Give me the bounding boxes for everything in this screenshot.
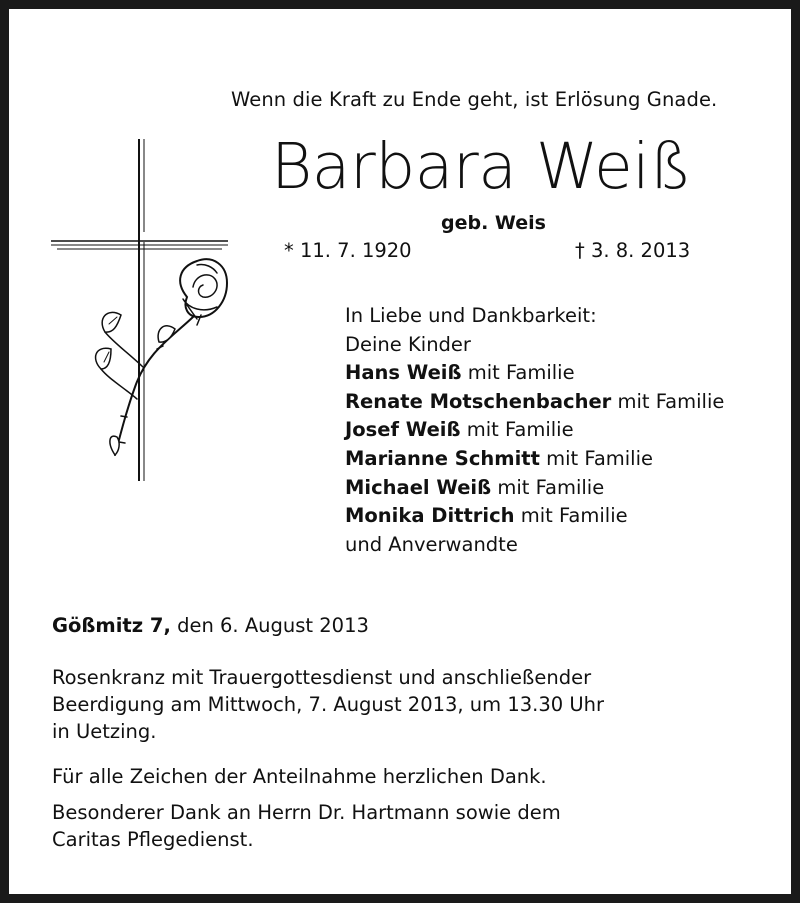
mourner-suffix: mit Familie bbox=[546, 446, 654, 470]
rose-icon bbox=[96, 259, 227, 455]
special-thanks bbox=[52, 799, 561, 853]
mourners-group: Deine Kinder bbox=[345, 332, 471, 356]
maiden-name: geb. Weis bbox=[441, 212, 546, 234]
mourner-name: Michael Weiß bbox=[345, 475, 492, 499]
date: den 6. August 2013 bbox=[177, 614, 369, 637]
thanks-text: Für alle Zeichen der Anteilnahme herzlichen Dank. bbox=[52, 765, 547, 788]
mourner-suffix: mit Familie bbox=[520, 504, 628, 528]
mourner-suffix: mit Familie bbox=[617, 389, 725, 413]
mourners-closing: und Anverwandte bbox=[345, 532, 518, 556]
mourner-row bbox=[345, 416, 724, 445]
service-line: Rosenkranz mit Trauergottesdienst und anschließender bbox=[52, 666, 592, 689]
mourner-row bbox=[345, 445, 724, 474]
place: Gößmitz 7, bbox=[52, 614, 171, 637]
mourner-suffix: mit Familie bbox=[467, 361, 575, 385]
mourner-name: Renate Motschenbacher bbox=[345, 389, 612, 413]
service-line: in Uetzing. bbox=[52, 720, 157, 743]
service-info bbox=[52, 664, 604, 745]
cross-icon bbox=[47, 137, 232, 487]
mourner-name: Hans Weiß bbox=[345, 361, 462, 385]
birth-date: * 11. 7. 1920 bbox=[284, 239, 412, 262]
mourner-row bbox=[345, 388, 724, 417]
motto-text: Wenn die Kraft zu Ende geht, ist Erlösung Gnade. bbox=[231, 88, 718, 111]
death-date: † 3. 8. 2013 bbox=[575, 239, 691, 262]
mourner-name: Monika Dittrich bbox=[345, 504, 515, 528]
place-date bbox=[52, 612, 369, 639]
service-line: Beerdigung am Mittwoch, 7. August 2013, um 13.30 Uhr bbox=[52, 693, 605, 716]
deceased-name: Barbara Weiß bbox=[271, 130, 692, 203]
mourner-name: Josef Weiß bbox=[345, 418, 461, 442]
special-thanks-line: Besonderer Dank an Herrn Dr. Hartmann sowie dem bbox=[52, 801, 561, 824]
mourners-intro: In Liebe und Dankbarkeit: bbox=[345, 304, 597, 327]
special-thanks-line: Caritas Pflegedienst. bbox=[52, 828, 254, 851]
mourner-suffix: mit Familie bbox=[497, 475, 605, 499]
mourner-row bbox=[345, 474, 724, 503]
mourner-row bbox=[345, 502, 724, 531]
mourner-name: Marianne Schmitt bbox=[345, 446, 540, 470]
mourner-suffix: mit Familie bbox=[466, 418, 574, 442]
mourners-list bbox=[345, 302, 724, 559]
mourner-row bbox=[345, 359, 724, 388]
